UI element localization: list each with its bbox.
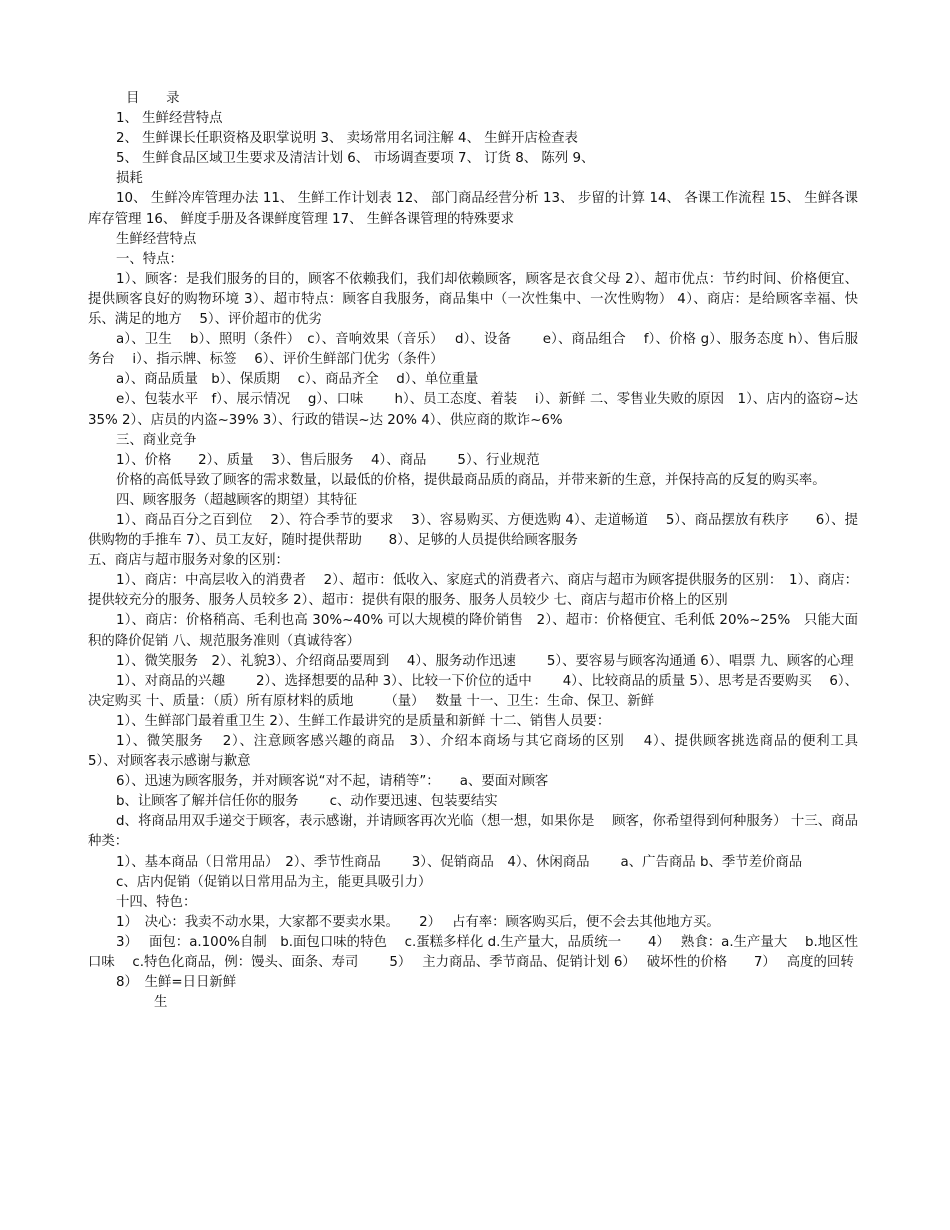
paragraph: 1）、价格 2）、质量 3）、售后服务 4）、商品 5）、行业规范: [116, 452, 540, 468]
paragraph: 1）、商品百分之百到位 2）、符合季节的要求 3）、容易购买、方便选购 4）、走道畅道 5）、商品摆放有秩序 6）、提供购物的手推车 7）、员工友好，随时提供帮助 8）、足够的人员提供给顾客服务: [88, 512, 858, 549]
paragraph: 1）、商店：价格稍高、毛利也高 30%~40% 可以大规模的降价销售 2）、超市：价格便宜、毛利低 20%~25% 只能大面积的降价促销 八、规范服务准则（真诚待客）: [88, 613, 858, 649]
section-heading: 四、顾客服务（超越顾客的期望）其特征: [116, 492, 358, 508]
paragraph: 1）、商店：中高层收入的消费者 2）、超市：低收入、家庭式的消费者六、商店与超市为顾客提供服务的区别： 1）、商店：提供较充分的服务、服务人员较多 2）、超市：提供有限的服务、服务人员较少 七、商店与超市价格上的区别: [88, 573, 858, 609]
paragraph: c、店内促销（促销以日常用品为主，能更具吸引力）: [116, 874, 432, 890]
paragraph: d、将商品用双手递交于顾客，表示感谢，并请顾客再次光临（想一想，如果你是 顾客，你希望得到何种服务） 十三、商品种类：: [88, 814, 858, 850]
paragraph: 1）、微笑服务 2）、注意顾客感兴趣的商品 3）、介绍本商场与其它商场的区别 4）、提供顾客挑选商品的便利工具 5）、对顾客表示感谢与歉意: [88, 734, 876, 770]
paragraph: 8） 生鲜=日日新鲜: [116, 975, 237, 991]
section-heading: 生鲜经营特点: [116, 231, 197, 247]
paragraph: 1） 决心：我卖不动水果，大家都不要卖水果。 2） 占有率：顾客购买后，便不会去其他地方买。: [116, 914, 720, 930]
paragraph: b、让顾客了解并信任你的服务 c、动作要迅速、包装要结实: [116, 794, 498, 810]
paragraph: 3） 面包：a.100%自制 b.面包口味的特色 c.蛋糕多样化 d.生产量大，品质统一 4） 熟食：a.生产量大 b.地区性口味 c.特色化商品，例：馒头、面条、寿司 5） 主力商品、季节商品、促销计划 6） 破坏性的价格 7） 高度的回转: [88, 934, 858, 971]
paragraph: 1）、顾客：是我们服务的目的，顾客不依赖我们，我们却依赖顾客，顾客是衣食父母 2）、超市优点：节约时间、价格便宜、提供顾客良好的购物环境 3）、超市特点：顾客自我服务，商品集中（一次性集中、一次性购物） 4）、商店：是给顾客幸福、快乐、满足的地方 5）、评价超市的优劣: [88, 271, 858, 328]
toc-line: 5、 生鲜食品区域卫生要求及清洁计划 6、 市场调查要项 7、 订货 8、 陈列 9、: [116, 151, 595, 167]
section-heading: 一、特点：: [116, 251, 183, 267]
toc-line: 1、 生鲜经营特点: [116, 111, 223, 127]
section-heading: 五、商店与超市服务对象的区别：: [88, 553, 289, 569]
paragraph: 1）、基本商品（日常用品） 2）、季节性商品 3）、促销商品 4）、休闲商品 a、广告商品 b、季节差价商品: [116, 854, 803, 870]
paragraph: 1）、对商品的兴趣 2）、选择想要的品种 3）、比较一下价位的适中 4）、比较商品的质量 5）、思考是否要购买 6）、决定购买 十、质量：（质）所有原材料的质地 （量） 数量 十一、卫生：生命、保卫、新鲜: [88, 673, 858, 709]
paragraph: 1）、生鲜部门最着重卫生 2）、生鲜工作最讲究的是质量和新鲜 十二、销售人员要：: [116, 713, 611, 729]
paragraph: e）、包装水平 f）、展示情况 g）、口味 h）、员工态度、着装 i）、新鲜 二、零售业失败的原因 1）、店内的盗窃~达 35% 2）、店员的内盗~39% 3）、行政的错误~达 20% 4）、供应商的欺诈~6%: [88, 392, 858, 428]
toc-line: 10、 生鲜冷库管理办法 11、 生鲜工作计划表 12、 部门商品经营分析 13、 步留的计算 14、 各课工作流程 15、 生鲜各课库存管理 16、 鲜度手册及各课鲜度管理 17、 生鲜各课管理的特殊要求: [88, 191, 858, 227]
toc-line: 损耗: [116, 171, 143, 187]
paragraph: a）、商品质量 b）、保质期 c）、商品齐全 d）、单位重量: [116, 372, 479, 388]
toc-line: 2、 生鲜课长任职资格及职掌说明 3、 卖场常用名词注解 4、 生鲜开店检查表: [116, 131, 578, 147]
section-heading: 十四、特色：: [116, 894, 197, 910]
paragraph: a）、卫生 b）、照明（条件） c）、音响效果（音乐） d）、设备 e）、商品组合 f）、价格 g）、服务态度 h）、售后服务台 i）、指示牌、标签 6）、评价生鲜部门优劣（条件）: [88, 332, 858, 368]
document-content: [88, 89, 876, 1013]
paragraph: 价格的高低导致了顾客的需求数量，以最低的价格，提供最商品质的商品，并带来新的生意，并保持高的反复的购买率。: [116, 472, 826, 488]
toc-title: 目 录: [126, 91, 180, 106]
paragraph: 6）、迅速为顾客服务，并对顾客说“对不起，请稍等”： a、要面对顾客: [116, 774, 549, 790]
paragraph: 生: [154, 995, 168, 1011]
paragraph: 1）、微笑服务 2）、礼貌3）、介绍商品要周到 4）、服务动作迅速 5）、要容易与顾客沟通通 6）、唱票 九、顾客的心理: [116, 653, 854, 669]
section-heading: 三、商业竞争: [116, 432, 197, 448]
